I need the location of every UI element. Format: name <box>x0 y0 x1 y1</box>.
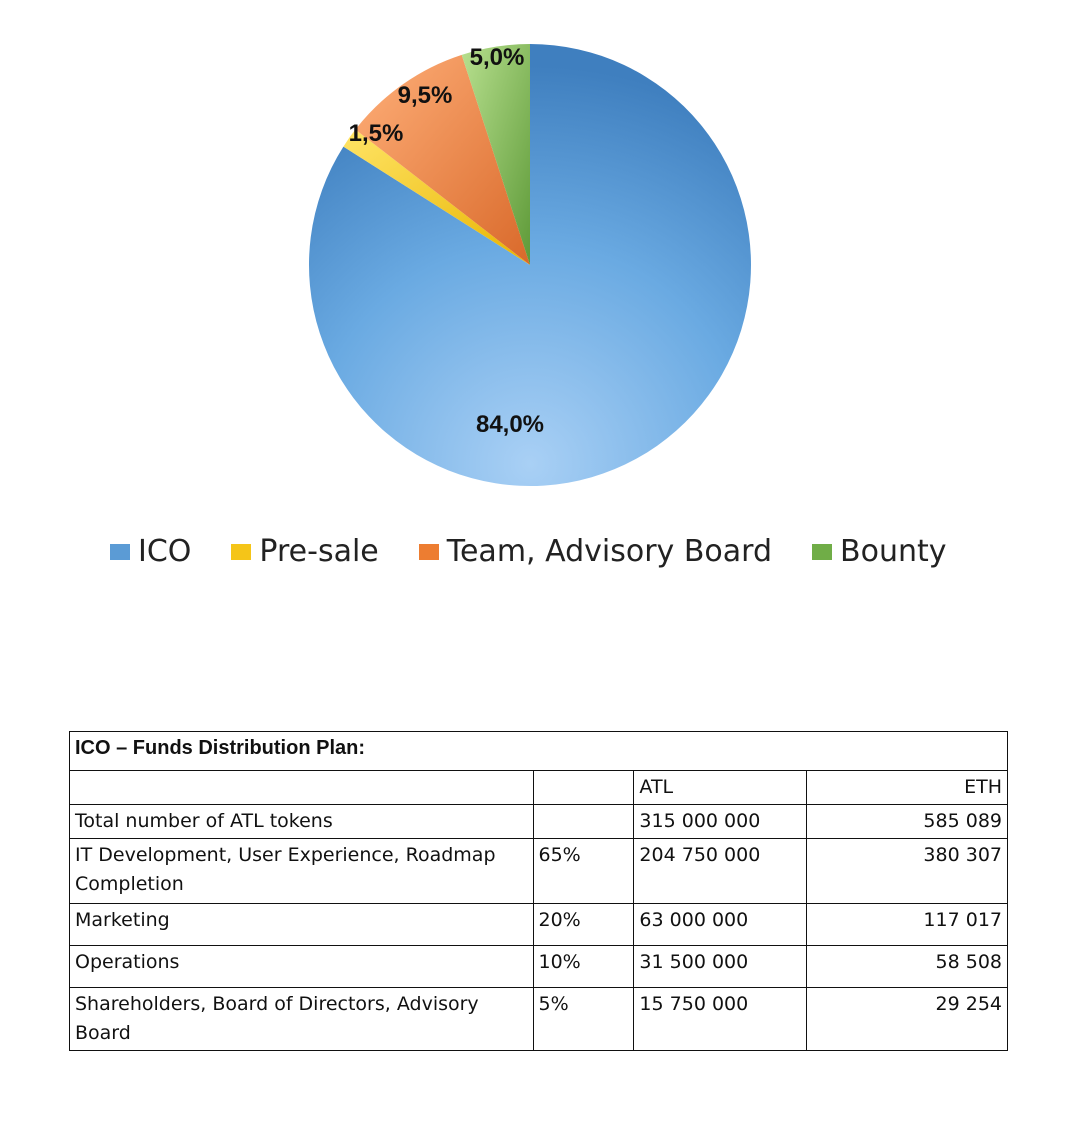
header-cell-eth: ETH <box>807 771 1008 805</box>
header-cell-percent <box>533 771 634 805</box>
table-row <box>70 946 1008 988</box>
row-percent: 65% <box>533 839 634 904</box>
row-label: Marketing <box>70 904 534 946</box>
legend-label-ico: ICO <box>138 534 192 569</box>
chart-legend <box>110 534 947 569</box>
row-label: Operations <box>70 946 534 988</box>
row-eth: 380 307 <box>807 839 1008 904</box>
slice-label-bounty: 5,0% <box>469 44 525 71</box>
table-row <box>70 904 1008 946</box>
table-row <box>70 805 1008 839</box>
header-cell-atl: ATL <box>634 771 807 805</box>
row-percent: 5% <box>533 988 634 1051</box>
table-title: ICO – Funds Distribution Plan: <box>70 732 1008 771</box>
legend-item-bounty <box>812 534 946 569</box>
table-header-row <box>70 771 1008 805</box>
legend-swatch-ico <box>110 544 130 560</box>
legend-label-team: Team, Advisory Board <box>446 534 773 569</box>
row-percent <box>533 805 634 839</box>
header-cell-label <box>70 771 534 805</box>
row-label: Shareholders, Board of Directors, Advisory Board <box>70 988 534 1051</box>
table-row <box>70 839 1008 904</box>
funds-distribution-table <box>69 731 1008 1051</box>
row-eth: 58 508 <box>807 946 1008 988</box>
row-percent: 10% <box>533 946 634 988</box>
legend-swatch-team <box>419 544 439 560</box>
legend-swatch-pre-sale <box>231 544 251 560</box>
legend-item-team <box>419 534 772 569</box>
table-title-row <box>70 732 1008 771</box>
legend-label-bounty: Bounty <box>840 534 947 569</box>
row-atl: 315 000 000 <box>634 805 807 839</box>
row-atl: 31 500 000 <box>634 946 807 988</box>
row-eth: 29 254 <box>807 988 1008 1051</box>
row-atl: 15 750 000 <box>634 988 807 1051</box>
row-atl: 204 750 000 <box>634 839 807 904</box>
pie-chart <box>0 0 1076 520</box>
row-label: IT Development, User Experience, Roadmap Completion <box>70 839 534 904</box>
legend-label-pre-sale: Pre-sale <box>259 534 379 569</box>
slice-label-team: 9,5% <box>397 82 453 109</box>
row-eth: 117 017 <box>807 904 1008 946</box>
legend-swatch-bounty <box>812 544 832 560</box>
row-label: Total number of ATL tokens <box>70 805 534 839</box>
legend-item-pre-sale <box>231 534 378 569</box>
table-row <box>70 988 1008 1051</box>
slice-label-ico: 84,0% <box>475 411 545 438</box>
legend-item-ico <box>110 534 191 569</box>
row-percent: 20% <box>533 904 634 946</box>
row-eth: 585 089 <box>807 805 1008 839</box>
row-atl: 63 000 000 <box>634 904 807 946</box>
slice-label-pre-sale: 1,5% <box>348 120 404 147</box>
